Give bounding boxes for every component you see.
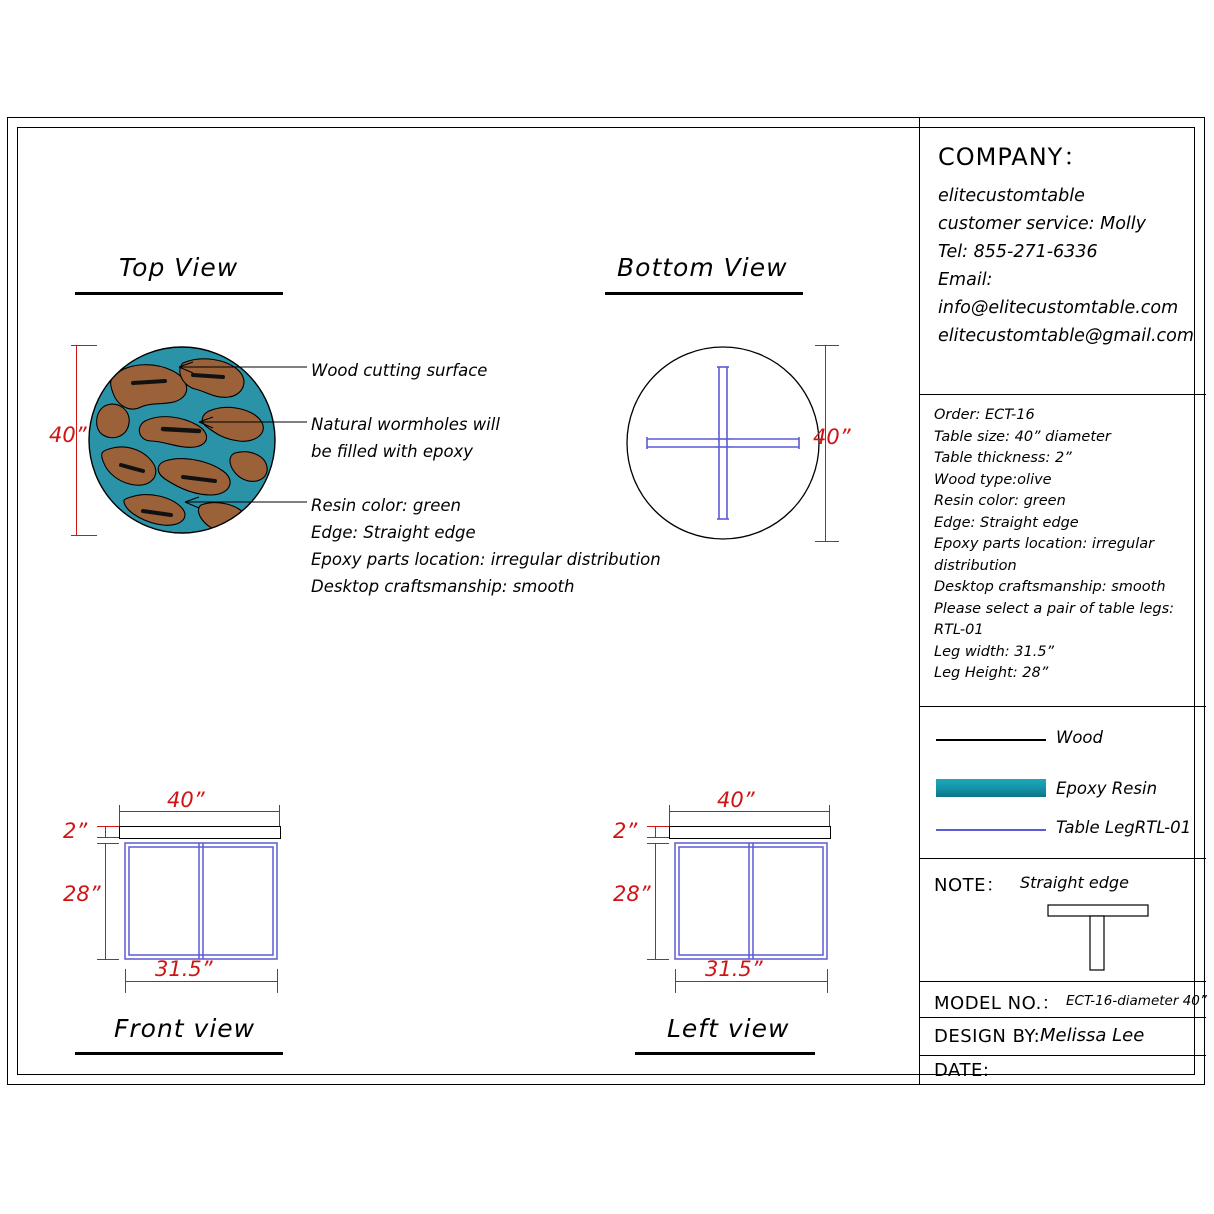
callout-edge: Edge: Straight edge (311, 523, 476, 542)
spec-line-10: Leg width: 31.5” (934, 643, 1055, 660)
legend-epoxy-label: Epoxy Resin (1056, 779, 1158, 798)
top-view-diameter-label: 40” (49, 423, 87, 447)
left-view-legwidth-tick-left (675, 969, 676, 993)
front-view-thickness-label: 2” (63, 819, 88, 843)
straight-edge-profile-icon (1038, 901, 1158, 973)
left-view-tabletop (669, 826, 831, 839)
date-section (920, 1056, 1206, 1085)
callout-epoxy-location: Epoxy parts location: irregular distribution (311, 550, 661, 569)
date-label: DATE: (934, 1060, 990, 1081)
callout-wood-surface: Wood cutting surface (311, 361, 488, 380)
company-section (920, 117, 1206, 395)
company-line-0: elitecustomtable (938, 186, 1085, 206)
spec-line-9: Please select a pair of table legs: RTL-01 (934, 600, 1175, 638)
top-view-tabletop (87, 345, 277, 535)
front-view-legwidth-label: 31.5” (155, 957, 213, 981)
callout-resin-color: Resin color: green (311, 496, 461, 515)
info-panel (919, 117, 1205, 1085)
company-line-1: customer service: Molly (938, 214, 1147, 234)
spec-section (920, 395, 1206, 707)
note-label: NOTE： (934, 875, 1005, 896)
spec-line-4: Resin color: green (934, 493, 1066, 509)
top-view-dim-tick-top (71, 345, 97, 346)
note-section (920, 859, 1206, 982)
front-view-thickness-tick-bottom (97, 837, 119, 838)
left-view-legheight-tick-bottom (647, 959, 669, 960)
model-label: MODEL NO.： (934, 993, 1061, 1014)
front-view-legwidth-tick-right (277, 969, 278, 993)
design-section (920, 1018, 1206, 1056)
company-line-4: info@elitecustomtable.com (938, 298, 1179, 318)
spec-line-3: Wood type:olive (934, 471, 1052, 488)
left-view-legwidth-dim-line (675, 981, 827, 982)
top-view-title-rule (75, 292, 283, 295)
left-view-title: Left view (667, 1014, 790, 1043)
design-value: Melissa Lee (1040, 1025, 1145, 1046)
left-view-legwidth-tick-right (827, 969, 828, 993)
model-value: ECT-16-diameter 40” (1066, 993, 1207, 1009)
bottom-view-title-rule (605, 292, 803, 295)
left-view-thickness-dim-line (655, 826, 656, 837)
left-view-thickness-label: 2” (613, 819, 638, 843)
spec-line-1: Table size: 40” diameter (934, 428, 1111, 445)
bottom-view-tabletop (625, 345, 821, 541)
bottom-view-dim-tick-bottom (815, 541, 839, 542)
legend-leg-swatch-icon (936, 829, 1046, 831)
front-view-thickness-tick-top (97, 826, 119, 827)
company-line-5: elitecustomtable@gmail.com (938, 326, 1194, 346)
top-view-dim-tick-bottom (71, 535, 97, 536)
callout-wormholes-line2: be filled with epoxy (311, 442, 474, 461)
legend-wood-swatch-icon (936, 739, 1046, 741)
bottom-view-diameter-label: 40” (813, 425, 851, 449)
spec-line-2: Table thickness: 2” (934, 450, 1072, 466)
top-view-title: Top View (119, 253, 239, 282)
front-view-title-rule (75, 1052, 283, 1055)
callout-wormholes-line1: Natural wormholes will (311, 415, 500, 434)
legend-leg-label: Table LegRTL-01 (1056, 818, 1192, 837)
front-view-tabletop (119, 826, 281, 839)
spec-line-8: Desktop craftsmanship: smooth (934, 579, 1166, 595)
company-line-2: Tel: 855-271-6336 (938, 242, 1098, 262)
front-view-legheight-label: 28” (63, 882, 101, 906)
note-value: Straight edge (1020, 873, 1129, 892)
spec-line-11: Leg Height: 28” (934, 665, 1049, 681)
left-view-width-label: 40” (717, 788, 755, 812)
spec-line-6: Epoxy parts location: irregular (934, 536, 1155, 552)
left-view-legwidth-label: 31.5” (705, 957, 763, 981)
callout-craftsmanship: Desktop craftsmanship: smooth (311, 577, 575, 596)
bottom-view-title: Bottom View (617, 253, 788, 282)
legend-wood-label: Wood (1056, 728, 1103, 747)
left-view-legheight-dim-line (655, 843, 656, 959)
company-heading: COMPANY： (938, 143, 1089, 171)
legend-section (920, 707, 1206, 859)
front-view-legheight-tick-top (97, 843, 119, 844)
company-details (920, 172, 1206, 350)
design-label: DESIGN BY: (934, 1026, 1041, 1047)
left-view-legheight-label: 28” (613, 882, 651, 906)
front-view-thickness-dim-line (105, 826, 106, 837)
company-line-3: Email: (938, 270, 993, 290)
front-view-legwidth-tick-left (125, 969, 126, 993)
bottom-view-dim-tick-top (815, 345, 839, 346)
front-view-title: Front view (114, 1014, 256, 1043)
drawing-area (7, 117, 1205, 1085)
front-view-legs (117, 839, 285, 965)
model-section (920, 982, 1206, 1018)
spec-list (920, 395, 1206, 685)
front-view-legwidth-dim-line (125, 981, 277, 982)
spec-line-0: Order: ECT-16 (934, 407, 1035, 423)
left-view-thickness-tick-top (647, 826, 669, 827)
spec-line-5: Edge: Straight edge (934, 514, 1079, 531)
left-view-legs (667, 839, 835, 965)
spec-line-7: distribution (934, 557, 1017, 574)
front-view-legheight-dim-line (105, 843, 106, 959)
left-view-thickness-tick-bottom (647, 837, 669, 838)
left-view-title-rule (635, 1052, 815, 1055)
left-view-legheight-tick-top (647, 843, 669, 844)
legend-epoxy-swatch-icon (936, 779, 1046, 797)
front-view-legheight-tick-bottom (97, 959, 119, 960)
front-view-width-label: 40” (167, 788, 205, 812)
